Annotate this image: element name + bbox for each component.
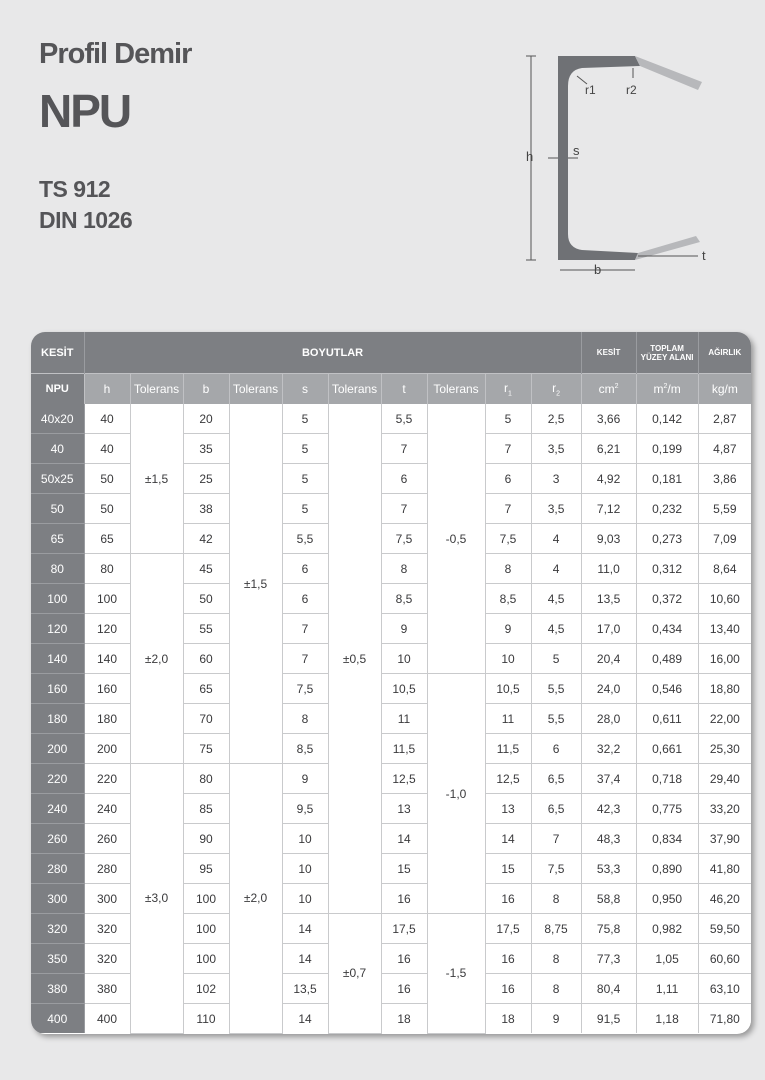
cell-area: 28,0 xyxy=(581,704,636,734)
cell-h: 140 xyxy=(84,644,130,674)
row-npu-label: 40 xyxy=(31,434,84,464)
cell-surface: 0,181 xyxy=(636,464,698,494)
cell-weight: 8,64 xyxy=(698,554,751,584)
cell-s: 8 xyxy=(282,704,328,734)
row-npu-label: 240 xyxy=(31,794,84,824)
cell-r1: 7 xyxy=(485,494,531,524)
cell-r1: 16 xyxy=(485,974,531,1004)
cell-r2: 8,75 xyxy=(531,914,581,944)
label-h: h xyxy=(526,149,534,164)
cell-r2: 4,5 xyxy=(531,614,581,644)
cell-s: 7 xyxy=(282,614,328,644)
cell-tolerans-h: ±2,0 xyxy=(130,554,183,764)
header-agirlik: AĞIRLIK xyxy=(698,332,751,374)
cell-b: 100 xyxy=(183,884,229,914)
cell-t: 11,5 xyxy=(381,734,427,764)
cell-weight: 63,10 xyxy=(698,974,751,1004)
cell-area: 80,4 xyxy=(581,974,636,1004)
cell-r2: 5,5 xyxy=(531,674,581,704)
cell-s: 5 xyxy=(282,464,328,494)
cell-r2: 6 xyxy=(531,734,581,764)
cell-b: 95 xyxy=(183,854,229,884)
label-b: b xyxy=(594,262,602,277)
cell-r1: 14 xyxy=(485,824,531,854)
cell-weight: 5,59 xyxy=(698,494,751,524)
cell-surface: 0,372 xyxy=(636,584,698,614)
cell-r1: 11,5 xyxy=(485,734,531,764)
cell-r1: 8 xyxy=(485,554,531,584)
cell-r1: 15 xyxy=(485,854,531,884)
col-surface-unit: $m^2/m$ xyxy=(636,374,698,405)
cell-t: 16 xyxy=(381,884,427,914)
cell-area: 20,4 xyxy=(581,644,636,674)
cell-area: 53,3 xyxy=(581,854,636,884)
cell-weight: 33,20 xyxy=(698,794,751,824)
row-npu-label: 350 xyxy=(31,944,84,974)
header-boyutlar: BOYUTLAR xyxy=(84,332,581,374)
standard-ts: TS 912 xyxy=(39,176,111,202)
cell-b: 25 xyxy=(183,464,229,494)
cell-r1: 9 xyxy=(485,614,531,644)
cell-b: 90 xyxy=(183,824,229,854)
cell-surface: 0,661 xyxy=(636,734,698,764)
cell-area: 9,03 xyxy=(581,524,636,554)
cell-s: 7,5 xyxy=(282,674,328,704)
cell-b: 80 xyxy=(183,764,229,794)
cell-h: 260 xyxy=(84,824,130,854)
row-npu-label: 400 xyxy=(31,1004,84,1034)
cell-h: 220 xyxy=(84,764,130,794)
cell-t: 7,5 xyxy=(381,524,427,554)
cell-surface: 0,611 xyxy=(636,704,698,734)
cell-surface: 0,982 xyxy=(636,914,698,944)
cell-s: 8,5 xyxy=(282,734,328,764)
cell-surface: 0,434 xyxy=(636,614,698,644)
cell-s: 13,5 xyxy=(282,974,328,1004)
label-r1: r1 xyxy=(585,83,596,97)
cell-r2: 6,5 xyxy=(531,794,581,824)
brand-subtitle: Profil Demir xyxy=(39,38,192,70)
cell-surface: 0,775 xyxy=(636,794,698,824)
label-t: t xyxy=(702,248,706,263)
cell-b: 100 xyxy=(183,914,229,944)
table-row xyxy=(31,404,751,434)
cell-area: 77,3 xyxy=(581,944,636,974)
cell-weight: 22,00 xyxy=(698,704,751,734)
cell-surface: 0,950 xyxy=(636,884,698,914)
cell-t: 13 xyxy=(381,794,427,824)
cell-h: 40 xyxy=(84,404,130,434)
cell-b: 75 xyxy=(183,734,229,764)
cell-weight: 4,87 xyxy=(698,434,751,464)
cell-tolerans-t: -0,5 xyxy=(427,404,485,674)
cell-b: 60 xyxy=(183,644,229,674)
col-tolerans-h: Tolerans xyxy=(130,374,183,405)
cell-tolerans-s: ±0,5 xyxy=(328,404,381,914)
row-npu-label: 80 xyxy=(31,554,84,584)
row-npu-label: 200 xyxy=(31,734,84,764)
cell-tolerans-t: -1,0 xyxy=(427,674,485,914)
cell-r2: 7 xyxy=(531,824,581,854)
cell-s: 7 xyxy=(282,644,328,674)
cell-h: 80 xyxy=(84,554,130,584)
cell-r1: 13 xyxy=(485,794,531,824)
cell-area: 91,5 xyxy=(581,1004,636,1034)
cell-weight: 13,40 xyxy=(698,614,751,644)
cell-weight: 3,86 xyxy=(698,464,751,494)
cell-r2: 9 xyxy=(531,1004,581,1034)
col-t: t xyxy=(381,374,427,405)
cell-t: 12,5 xyxy=(381,764,427,794)
cell-b: 55 xyxy=(183,614,229,644)
cell-s: 5,5 xyxy=(282,524,328,554)
cell-tolerans-t: -1,5 xyxy=(427,914,485,1034)
row-npu-label: 120 xyxy=(31,614,84,644)
cell-b: 38 xyxy=(183,494,229,524)
cell-r2: 8 xyxy=(531,974,581,1004)
col-weight-unit: kg/m xyxy=(698,374,751,405)
cell-b: 102 xyxy=(183,974,229,1004)
row-npu-label: 65 xyxy=(31,524,84,554)
table-row xyxy=(31,764,751,794)
header-kesit: KESİT xyxy=(31,332,84,374)
cell-s: 14 xyxy=(282,1004,328,1034)
cell-area: 17,0 xyxy=(581,614,636,644)
cell-r1: 12,5 xyxy=(485,764,531,794)
cell-b: 42 xyxy=(183,524,229,554)
cell-tolerans-h: ±3,0 xyxy=(130,764,183,1034)
cell-r2: 2,5 xyxy=(531,404,581,434)
cell-r1: 7 xyxy=(485,434,531,464)
cell-weight: 18,80 xyxy=(698,674,751,704)
cell-surface: 0,834 xyxy=(636,824,698,854)
cell-h: 380 xyxy=(84,974,130,1004)
cell-weight: 29,40 xyxy=(698,764,751,794)
row-npu-label: 280 xyxy=(31,854,84,884)
cell-s: 14 xyxy=(282,914,328,944)
col-tolerans-b: Tolerans xyxy=(229,374,282,405)
cell-h: 50 xyxy=(84,464,130,494)
cell-b: 20 xyxy=(183,404,229,434)
row-npu-label: 40x20 xyxy=(31,404,84,434)
cell-surface: 1,18 xyxy=(636,1004,698,1034)
cell-weight: 71,80 xyxy=(698,1004,751,1034)
cell-surface: 0,199 xyxy=(636,434,698,464)
cell-r1: 10 xyxy=(485,644,531,674)
cell-h: 320 xyxy=(84,914,130,944)
cell-b: 65 xyxy=(183,674,229,704)
cell-area: 3,66 xyxy=(581,404,636,434)
cell-r1: 16 xyxy=(485,944,531,974)
header-toplam-yuzey-alani: TOPLAM YÜZEY ALANI xyxy=(636,332,698,374)
cell-tolerans-s: ±0,7 xyxy=(328,914,381,1034)
col-area-unit: $cm^2$ xyxy=(581,374,636,405)
col-r2: $r_2$ xyxy=(531,374,581,405)
table-row xyxy=(31,554,751,584)
cell-b: 110 xyxy=(183,1004,229,1034)
cell-b: 35 xyxy=(183,434,229,464)
cell-r2: 4 xyxy=(531,554,581,584)
cell-r2: 5 xyxy=(531,644,581,674)
cell-area: 58,8 xyxy=(581,884,636,914)
row-npu-label: 140 xyxy=(31,644,84,674)
cell-weight: 25,30 xyxy=(698,734,751,764)
cell-surface: 0,489 xyxy=(636,644,698,674)
cell-weight: 7,09 xyxy=(698,524,751,554)
cell-area: 7,12 xyxy=(581,494,636,524)
cell-t: 14 xyxy=(381,824,427,854)
cell-b: 70 xyxy=(183,704,229,734)
cell-surface: 0,546 xyxy=(636,674,698,704)
cell-area: 48,3 xyxy=(581,824,636,854)
cell-t: 8,5 xyxy=(381,584,427,614)
label-r2: r2 xyxy=(626,83,637,97)
cell-r2: 5,5 xyxy=(531,704,581,734)
col-b: b xyxy=(183,374,229,405)
col-tolerans-t: Tolerans xyxy=(427,374,485,405)
cell-r1: 6 xyxy=(485,464,531,494)
cell-tolerans-b: ±1,5 xyxy=(229,404,282,764)
cell-r1: 16 xyxy=(485,884,531,914)
cell-r2: 4 xyxy=(531,524,581,554)
cell-b: 100 xyxy=(183,944,229,974)
cell-surface: 1,05 xyxy=(636,944,698,974)
cell-s: 10 xyxy=(282,824,328,854)
cell-t: 5,5 xyxy=(381,404,427,434)
cell-area: 24,0 xyxy=(581,674,636,704)
cell-r2: 4,5 xyxy=(531,584,581,614)
cell-b: 45 xyxy=(183,554,229,584)
row-npu-label: 50 xyxy=(31,494,84,524)
header-kesit-area: KESİT xyxy=(581,332,636,374)
cell-h: 320 xyxy=(84,944,130,974)
col-tolerans-s: Tolerans xyxy=(328,374,381,405)
col-r1: $r_1$ xyxy=(485,374,531,405)
row-npu-label: 300 xyxy=(31,884,84,914)
cell-weight: 59,50 xyxy=(698,914,751,944)
row-npu-label: 50x25 xyxy=(31,464,84,494)
cell-surface: 0,142 xyxy=(636,404,698,434)
cell-r2: 3 xyxy=(531,464,581,494)
cell-t: 16 xyxy=(381,944,427,974)
cell-area: 11,0 xyxy=(581,554,636,584)
row-npu-label: 160 xyxy=(31,674,84,704)
cell-s: 5 xyxy=(282,434,328,464)
cell-weight: 37,90 xyxy=(698,824,751,854)
label-s: s xyxy=(573,143,580,158)
standard-din: DIN 1026 xyxy=(39,207,133,233)
cell-r1: 17,5 xyxy=(485,914,531,944)
cell-b: 85 xyxy=(183,794,229,824)
cell-r1: 11 xyxy=(485,704,531,734)
col-npu: NPU xyxy=(31,374,84,405)
cell-weight: 2,87 xyxy=(698,404,751,434)
table-header-row-2 xyxy=(31,374,751,405)
cell-t: 18 xyxy=(381,1004,427,1034)
cell-t: 17,5 xyxy=(381,914,427,944)
cell-r2: 8 xyxy=(531,944,581,974)
cell-surface: 1,11 xyxy=(636,974,698,1004)
row-npu-label: 320 xyxy=(31,914,84,944)
cell-s: 9,5 xyxy=(282,794,328,824)
cell-r2: 6,5 xyxy=(531,764,581,794)
cell-tolerans-b: ±2,0 xyxy=(229,764,282,1034)
cell-weight: 16,00 xyxy=(698,644,751,674)
row-npu-label: 380 xyxy=(31,974,84,1004)
cell-area: 13,5 xyxy=(581,584,636,614)
cell-t: 16 xyxy=(381,974,427,1004)
page-title: NPU xyxy=(39,85,131,137)
cell-h: 100 xyxy=(84,584,130,614)
npu-profile-diagram xyxy=(520,48,750,278)
cell-s: 5 xyxy=(282,494,328,524)
cell-tolerans-h: ±1,5 xyxy=(130,404,183,554)
cell-t: 8 xyxy=(381,554,427,584)
cell-weight: 41,80 xyxy=(698,854,751,884)
cell-h: 65 xyxy=(84,524,130,554)
table-header-row-1 xyxy=(31,332,751,374)
cell-t: 7 xyxy=(381,494,427,524)
cell-t: 6 xyxy=(381,464,427,494)
cell-r1: 5 xyxy=(485,404,531,434)
cell-weight: 10,60 xyxy=(698,584,751,614)
row-npu-label: 220 xyxy=(31,764,84,794)
cell-t: 9 xyxy=(381,614,427,644)
cell-surface: 0,273 xyxy=(636,524,698,554)
cell-r1: 8,5 xyxy=(485,584,531,614)
npu-dimensions-table xyxy=(31,332,751,1034)
cell-s: 5 xyxy=(282,404,328,434)
row-npu-label: 180 xyxy=(31,704,84,734)
cell-s: 10 xyxy=(282,854,328,884)
cell-surface: 0,718 xyxy=(636,764,698,794)
flange-top-extension xyxy=(635,56,702,90)
cell-area: 37,4 xyxy=(581,764,636,794)
cell-area: 32,2 xyxy=(581,734,636,764)
row-npu-label: 100 xyxy=(31,584,84,614)
cell-s: 10 xyxy=(282,884,328,914)
cell-weight: 60,60 xyxy=(698,944,751,974)
cell-h: 40 xyxy=(84,434,130,464)
cell-r2: 8 xyxy=(531,884,581,914)
col-h: h xyxy=(84,374,130,405)
cell-s: 6 xyxy=(282,584,328,614)
cell-t: 10 xyxy=(381,644,427,674)
cell-r1: 18 xyxy=(485,1004,531,1034)
cell-surface: 0,890 xyxy=(636,854,698,884)
cell-weight: 46,20 xyxy=(698,884,751,914)
cell-t: 10,5 xyxy=(381,674,427,704)
cell-surface: 0,232 xyxy=(636,494,698,524)
cell-area: 75,8 xyxy=(581,914,636,944)
row-npu-label: 260 xyxy=(31,824,84,854)
cell-r1: 10,5 xyxy=(485,674,531,704)
cell-h: 160 xyxy=(84,674,130,704)
cell-t: 7 xyxy=(381,434,427,464)
cell-area: 4,92 xyxy=(581,464,636,494)
cell-h: 200 xyxy=(84,734,130,764)
cell-r2: 3,5 xyxy=(531,494,581,524)
cell-r2: 3,5 xyxy=(531,434,581,464)
cell-s: 14 xyxy=(282,944,328,974)
cell-s: 9 xyxy=(282,764,328,794)
cell-surface: 0,312 xyxy=(636,554,698,584)
cell-h: 280 xyxy=(84,854,130,884)
cell-r1: 7,5 xyxy=(485,524,531,554)
cell-h: 240 xyxy=(84,794,130,824)
cell-h: 300 xyxy=(84,884,130,914)
cell-b: 50 xyxy=(183,584,229,614)
cell-t: 15 xyxy=(381,854,427,884)
col-s: s xyxy=(282,374,328,405)
cell-s: 6 xyxy=(282,554,328,584)
cell-area: 42,3 xyxy=(581,794,636,824)
cell-h: 50 xyxy=(84,494,130,524)
cell-h: 180 xyxy=(84,704,130,734)
cell-h: 120 xyxy=(84,614,130,644)
cell-t: 11 xyxy=(381,704,427,734)
cell-h: 400 xyxy=(84,1004,130,1034)
cell-r2: 7,5 xyxy=(531,854,581,884)
cell-area: 6,21 xyxy=(581,434,636,464)
